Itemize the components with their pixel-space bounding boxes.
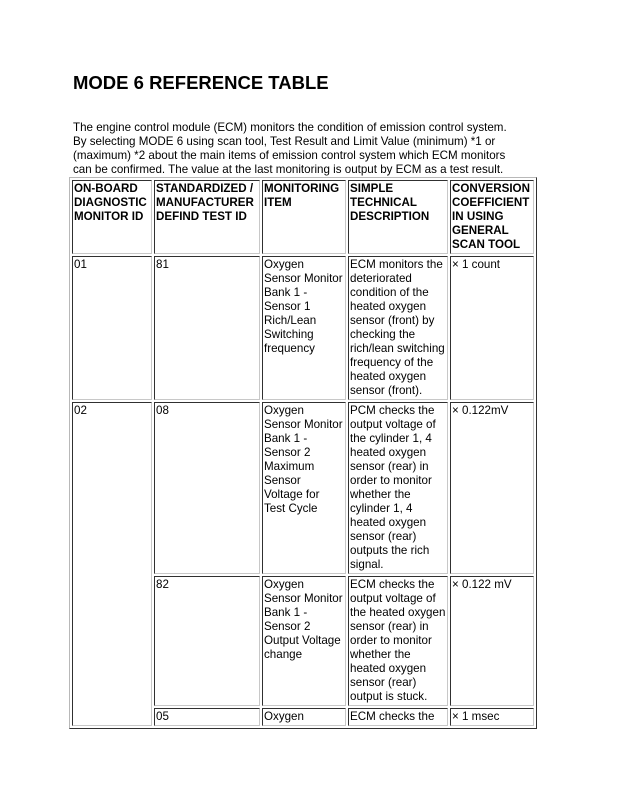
- intro-paragraph: [73, 121, 553, 177]
- monitoring-item-cell: Oxygen: [262, 708, 346, 726]
- conversion-cell: × 0.122mV: [450, 402, 534, 574]
- intro-line: (maximum) *2 about the main items of emission control system which ECM monitors: [73, 149, 506, 162]
- conversion-cell: × 1 msec: [450, 708, 534, 726]
- test-id-cell: 81: [154, 256, 260, 400]
- description-cell: ECM checks the: [348, 708, 448, 726]
- test-id-cell: 08: [154, 402, 260, 574]
- conversion-cell: × 0.122 mV: [450, 576, 534, 706]
- monitoring-item-cell: Oxygen Sensor Monitor Bank 1 - Sensor 2 Output Voltage change: [262, 576, 346, 706]
- page-title: MODE 6 REFERENCE TABLE: [73, 72, 329, 93]
- monitor-id-cell: 01: [72, 256, 152, 400]
- monitoring-item-cell: Oxygen Sensor Monitor Bank 1 - Sensor 2 Maximum Sensor Voltage for Test Cycle: [262, 402, 346, 574]
- header-monitoring-item: MONITORING ITEM: [262, 180, 346, 254]
- header-conversion: CONVERSION COEFFICIENT IN USING GENERAL SCAN TOOL: [450, 180, 534, 254]
- description-cell: PCM checks the output voltage of the cylinder 1, 4 heated oxygen sensor (rear) in order to monitor whether the cylinder 1, 4 heated oxygen sensor (rear) outputs the rich signal.: [348, 402, 448, 574]
- conversion-cell: × 1 count: [450, 256, 534, 400]
- table-row: [72, 256, 534, 400]
- intro-line: can be confirmed. The value at the last monitoring is output by ECM as a test result.: [73, 163, 504, 176]
- mode6-reference-table: [69, 177, 537, 729]
- monitoring-item-cell: Oxygen Sensor Monitor Bank 1 - Sensor 1 Rich/Lean Switching frequency: [262, 256, 346, 400]
- table-header-row: [72, 180, 534, 254]
- description-cell: ECM checks the output voltage of the heated oxygen sensor (rear) in order to monitor whether the heated oxygen sensor (rear) output is stuck.: [348, 576, 448, 706]
- test-id-cell: 82: [154, 576, 260, 706]
- header-test-id: STANDARDIZED / MANUFACTURER DEFIND TEST ID: [154, 180, 260, 254]
- description-cell: ECM monitors the deteriorated condition of the heated oxygen sensor (front) by checking the rich/lean switching frequency of the heated oxygen sensor (front).: [348, 256, 448, 400]
- test-id-cell: 05: [154, 708, 260, 726]
- intro-line: The engine control module (ECM) monitors the condition of emission control system.: [73, 121, 507, 134]
- header-description: SIMPLE TECHNICAL DESCRIPTION: [348, 180, 448, 254]
- intro-line: By selecting MODE 6 using scan tool, Test Result and Limit Value (minimum) *1 or: [73, 135, 496, 148]
- table-row: [72, 402, 534, 574]
- monitor-id-cell: 02: [72, 402, 152, 726]
- header-monitor-id: ON-BOARD DIAGNOSTIC MONITOR ID: [72, 180, 152, 254]
